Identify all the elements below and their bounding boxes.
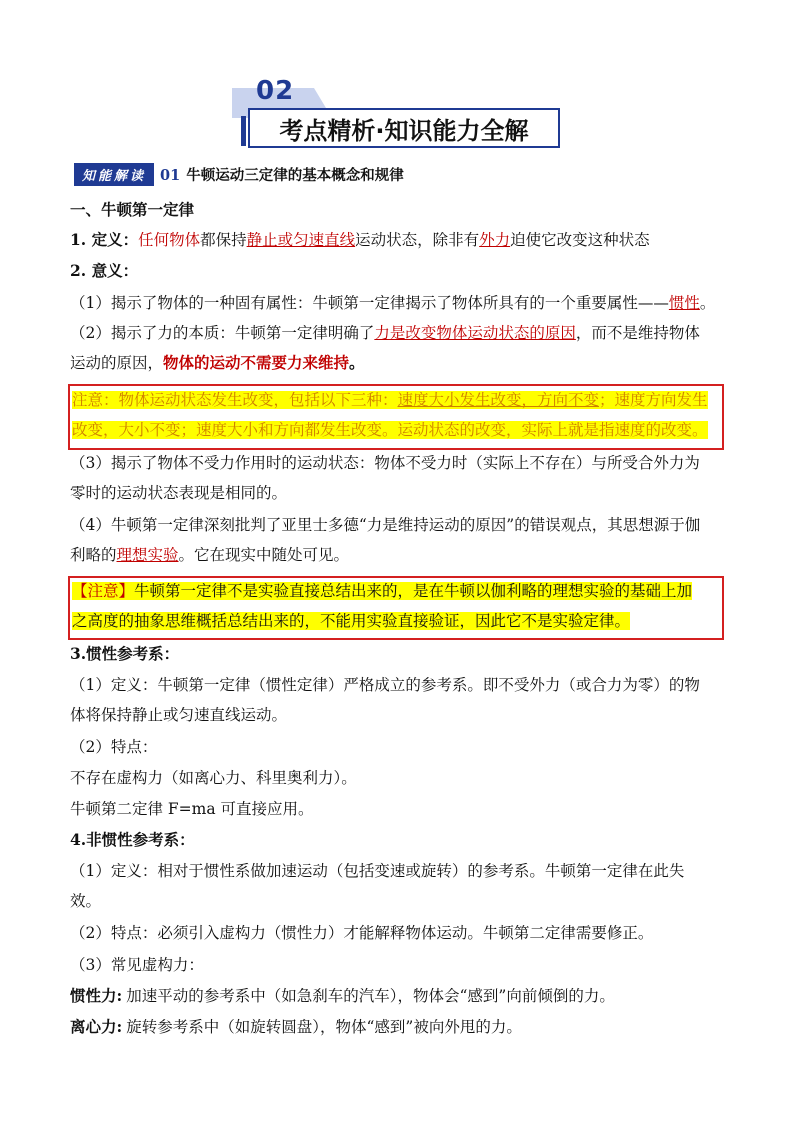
note-line-2 [72, 419, 708, 441]
note-text: 注意：物体运动状态发生改变，包括以下三种： [72, 391, 398, 409]
definition-key: 外力 [479, 231, 511, 249]
section-title-text: 牛顿运动三定律的基本概念和规律 [186, 166, 404, 184]
inertial-definition-line-1: （1）定义：牛顿第一定律（惯性定律）严格成立的参考系。即不受外力（或合力为零）的物 [70, 676, 700, 694]
inertial-feature-2: 牛顿第二定律 F=ma 可直接应用。 [70, 800, 314, 818]
meaning-text: 。它在现实中随处可见。 [178, 546, 350, 564]
definition-part: 任何物体 [138, 231, 201, 249]
meaning-label: 2. 意义： [70, 261, 139, 280]
note-box-1 [68, 384, 724, 450]
definition-part: 迫使它改变这种状态 [510, 231, 650, 249]
meaning-end: 。 [349, 353, 365, 372]
section-title [160, 164, 404, 185]
section-banner [232, 76, 562, 150]
meaning-item-2-line-2 [70, 352, 730, 374]
note-text: ；速度方向发生 [599, 391, 708, 409]
meaning-text: （2）揭示了力的本质：牛顿第一定律明确了 [70, 324, 375, 342]
definition-key: 静止或匀速直线 [246, 231, 356, 249]
note-text-underlined: 速度大小发生改变，方向不变 [397, 391, 600, 409]
meaning-key: 理想实验 [116, 546, 179, 564]
meaning-item-4-line-2 [70, 544, 730, 566]
meaning-text: 利略的 [70, 546, 117, 564]
note-line-1 [72, 580, 692, 602]
note-text: 改变，大小不变；速度大小和方向都发生改变。运动状态的改变，实际上就是指速度的改变。 [72, 421, 708, 439]
note-tag: 【注意】 [72, 582, 135, 600]
meaning-text: 运动的原因， [70, 354, 164, 372]
inertial-feature-1: 不存在虚构力（如离心力、科里奥利力）。 [70, 769, 357, 787]
section-badge: 知能解读 [74, 163, 154, 186]
inertial-frame-heading: 3.惯性参考系： [70, 644, 180, 663]
meaning-bold: 物体的运动不需要力来维持 [163, 353, 350, 372]
meaning-item-1 [70, 292, 730, 314]
banner-title: 考点精析·知识能力全解 [248, 108, 560, 148]
meaning-key: 力是改变物体运动状态的原因 [374, 324, 576, 342]
meaning-item-2-line-1 [70, 322, 730, 344]
definition-part: 运动状态，除非有 [355, 231, 480, 249]
inertial-definition-line-2: 体将保持静止或匀速直线运动。 [70, 706, 288, 724]
meaning-end: 。 [699, 294, 716, 312]
section-header [74, 163, 404, 185]
note-text: 之高度的抽象思维概括总结出来的，不能用实验直接验证，因此它不是实验定律。 [72, 612, 631, 630]
meaning-key: 惯性 [668, 294, 700, 312]
note-box-2 [68, 576, 724, 640]
fictitious-forces-label: （3）常见虚构力： [70, 956, 204, 974]
section-number: 01 [160, 166, 181, 184]
noninertial-features: （2）特点：必须引入虚构力（惯性力）才能解释物体运动。牛顿第二定律需要修正。 [70, 924, 654, 942]
centrifugal-force-label: 离心力: [70, 1017, 123, 1036]
definition-line [70, 229, 730, 251]
centrifugal-force-text: 旋转参考系中（如旋转圆盘），物体“感到”被向外甩的力。 [126, 1018, 522, 1036]
heading-first-law: 一、牛顿第一定律 [70, 200, 195, 219]
meaning-item-3-line-2: 零时的运动状态表现是相同的。 [70, 484, 288, 502]
note-line-2 [72, 610, 630, 632]
inertial-force-item [70, 985, 730, 1007]
banner-number: 02 [256, 76, 295, 106]
meaning-text: ，而不是维持物体 [575, 324, 700, 342]
definition-label: 1. 定义： [70, 230, 139, 249]
note-text: 牛顿第一定律不是实验直接总结出来的，是在牛顿以伽利略的理想实验的基础上加 [134, 582, 693, 600]
inertial-force-label: 惯性力: [70, 986, 123, 1005]
noninertial-frame-heading: 4.非惯性参考系： [70, 830, 195, 849]
meaning-item-3-line-1: （3）揭示了物体不受力作用时的运动状态：物体不受力时（实际上不存在）与所受合外力为 [70, 454, 700, 472]
definition-part: 都保持 [200, 231, 247, 249]
meaning-item-4-line-1: （4）牛顿第一定律深刻批判了亚里士多德“力是维持运动的原因”的错误观点，其思想源于伽 [70, 516, 701, 534]
noninertial-definition-line-2: 效。 [70, 892, 102, 910]
noninertial-definition-line-1: （1）定义：相对于惯性系做加速运动（包括变速或旋转）的参考系。牛顿第一定律在此失 [70, 862, 685, 880]
centrifugal-force-item [70, 1016, 730, 1038]
note-line-1 [72, 389, 708, 411]
inertial-force-text: 加速平动的参考系中（如急刹车的汽车），物体会“感到”向前倾倒的力。 [126, 987, 615, 1005]
inertial-features-label: （2）特点： [70, 738, 158, 756]
meaning-text: （1）揭示了物体的一种固有属性：牛顿第一定律揭示了物体所具有的一个重要属性—— [70, 294, 669, 312]
